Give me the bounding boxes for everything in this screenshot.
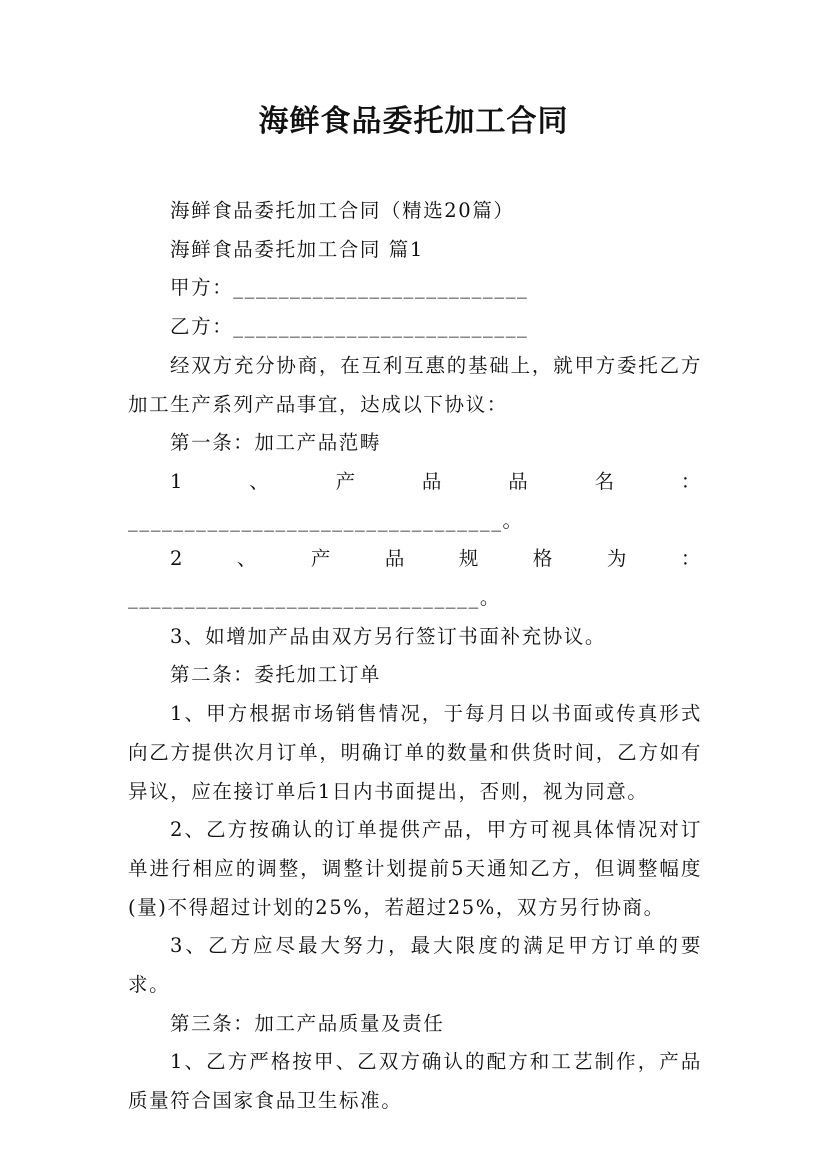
paragraph-article-2-item-2: 2、乙方按确认的订单提供产品，甲方可视具体情况对订单进行相应的调整，调整计划提前5天通知乙方，但调整幅度(量)不得超过计划的25%，若超过25%，双方另行协商。 bbox=[128, 818, 702, 919]
paragraph-article-2-item-3: 3、乙方应尽最大努力，最大限度的满足甲方订单的要求。 bbox=[128, 934, 702, 997]
paragraph-article-1-heading: 第一条：加工产品范畴 bbox=[170, 431, 382, 455]
paragraph-party-b: 乙方：__________________________ bbox=[170, 315, 529, 339]
document-title: 海鲜食品委托加工合同 bbox=[258, 104, 569, 139]
paragraph-preamble: 经双方充分协商，在互利互惠的基础上，就甲方委托乙方加工生产系列产品事宜，达成以下协议： bbox=[128, 353, 702, 416]
paragraph-subtitle: 海鲜食品委托加工合同（精选20篇） bbox=[170, 199, 515, 222]
paragraph-party-a: 甲方：__________________________ bbox=[170, 276, 529, 300]
paragraph-article-3-item-1: 1、乙方严格按甲、乙双方确认的配方和工艺制作，产品质量符合国家食品卫生标准。 bbox=[128, 1050, 702, 1113]
paragraph-article-2-heading: 第二条：委托加工订单 bbox=[170, 663, 382, 687]
paragraph-article-1-item-1: 1、产品品名：_________________________________。 bbox=[128, 469, 702, 532]
paragraph-article-1-item-3: 3、如增加产品由双方另行签订书面补充协议。 bbox=[170, 624, 607, 648]
paragraph-article-2-item-1: 1、甲方根据市场销售情况，于每月日以书面或传真形式向乙方提供次月订单，明确订单的数量和供货时间，乙方如有异议，应在接订单后1日内书面提出，否则，视为同意。 bbox=[128, 702, 702, 803]
paragraph-article-3-heading: 第三条：加工产品质量及责任 bbox=[170, 1011, 445, 1035]
paragraph-article-1-item-2: 2、产品规格为：_______________________________。 bbox=[128, 547, 702, 610]
paragraph-section-heading: 海鲜食品委托加工合同 篇1 bbox=[170, 237, 424, 261]
document-body bbox=[128, 192, 702, 1121]
